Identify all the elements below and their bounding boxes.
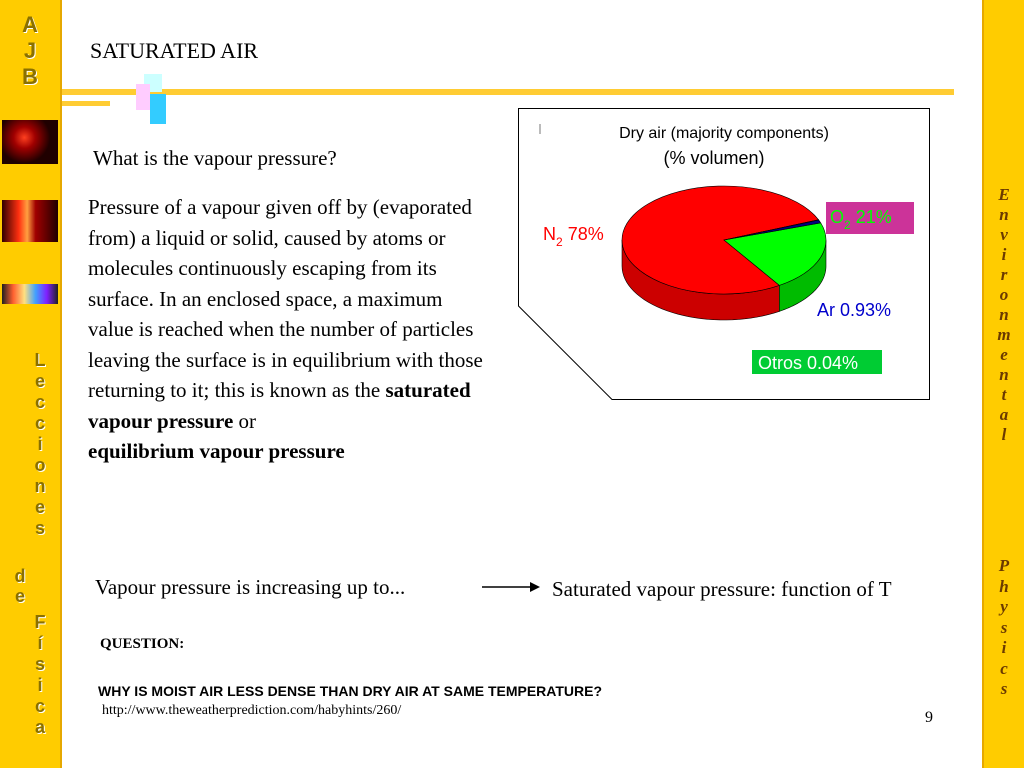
saturated-function-text: Saturated vapour pressure: function of T [552, 577, 892, 601]
environmental-letter: e [1000, 345, 1008, 364]
thumbnail-flame-image [2, 120, 58, 164]
ajb-letter: J [23, 38, 37, 63]
equilibrium-vapour-pressure-term: equilibrium vapour pressure [88, 439, 345, 463]
environmental-letter: v [1000, 225, 1008, 244]
o2-label-value: 21% [850, 207, 892, 227]
fisica-letter: i [37, 675, 43, 695]
environmental-letter: E [998, 185, 1010, 204]
environmental-letter: n [999, 205, 1009, 224]
environmental-letter: m [997, 325, 1011, 344]
fisica-letter: c [34, 696, 45, 716]
fisica-letter: s [34, 654, 45, 674]
de-letter: e [14, 586, 25, 606]
environmental-letter: a [999, 405, 1009, 424]
thumbnail-spectrum-image [2, 284, 58, 304]
vapour-pressure-definition [88, 192, 488, 467]
environmental-letter: t [1001, 385, 1007, 404]
environmental-letter: l [1001, 425, 1007, 444]
source-url: http://www.theweatherprediction.com/habyhints/260/ [102, 703, 402, 718]
environmental-letter: n [999, 305, 1009, 324]
n2-label-value: 78% [562, 224, 604, 244]
thumbnail-glow-image [2, 200, 58, 242]
physics-letter: i [1001, 638, 1007, 657]
fisica-letter: a [34, 717, 45, 737]
n2-label-symbol: N [543, 224, 556, 244]
de-vertical-text [8, 566, 32, 606]
physics-vertical-text [984, 556, 1024, 700]
chart-frame-marker [539, 124, 541, 134]
physics-letter: P [998, 556, 1010, 575]
physics-letter: s [1000, 617, 1008, 637]
ajb-letter: B [22, 64, 38, 89]
chart-title: Dry air (majority components) [619, 125, 829, 142]
environmental-vertical-text [984, 185, 1024, 445]
environmental-letter: i [1001, 245, 1007, 264]
lecciones-letter: c [34, 392, 45, 412]
lecciones-letter: c [34, 413, 45, 433]
lecciones-vertical-text [28, 350, 52, 539]
definition-text: Pressure of a vapour given off by (evaporated from) a liquid or solid, caused by atoms or molecules continuously escaping from its surface. In an enclosed space, a maximum value is reached when the number of particles leaving the surface is in equilibrium with those returning to it; this is known as the [88, 195, 483, 402]
otros-label: Otros 0.04% [758, 353, 859, 373]
physics-letter: s [1000, 679, 1008, 698]
fisica-letter: F [34, 612, 46, 632]
lecciones-letter: o [34, 455, 46, 475]
pie-slices [622, 186, 826, 320]
physics-letter: h [999, 576, 1009, 596]
vapour-increasing-text: Vapour pressure is increasing up to... [95, 575, 406, 599]
title-underline-long [62, 89, 954, 95]
page-number: 9 [925, 709, 933, 726]
question-text: WHY IS MOIST AIR LESS DENSE THAN DRY AIR AT SAME TEMPERATURE? [98, 683, 603, 699]
question-label: QUESTION: [100, 636, 185, 652]
dry-air-pie-chart [518, 108, 930, 400]
saturated-vapour-pressure-term: saturated vapour pressure [88, 378, 471, 433]
arrow-right-icon [482, 580, 540, 594]
lecciones-letter: L [34, 350, 46, 370]
decorative-squares-icon [130, 70, 172, 128]
o2-label-subscript: 2 [844, 218, 851, 232]
physics-letter: y [1000, 597, 1008, 616]
o2-label [826, 202, 914, 234]
ajb-logo [0, 12, 60, 90]
lecciones-letter: e [34, 497, 45, 517]
ar-label: Ar 0.93% [817, 300, 892, 320]
chart-subtitle: (% volumen) [663, 148, 765, 168]
title-underline-short [62, 101, 110, 106]
n2-label-subscript: 2 [556, 235, 563, 249]
lecciones-letter: n [34, 476, 46, 496]
lecciones-letter: s [34, 518, 45, 538]
ajb-letter: A [22, 12, 38, 37]
o2-label-symbol: O [830, 207, 845, 227]
definition-connector: or [233, 408, 257, 433]
fisica-letter: í [37, 633, 43, 653]
slide-title: SATURATED AIR [90, 38, 259, 63]
environmental-letter: n [999, 365, 1009, 384]
physics-letter: c [1000, 658, 1008, 678]
environmental-letter: o [999, 285, 1009, 304]
de-letter: d [14, 566, 26, 586]
lecciones-letter: e [34, 371, 45, 391]
lecciones-letter: i [37, 434, 43, 454]
vapour-pressure-question: What is the vapour pressure? [93, 146, 337, 170]
fisica-vertical-text [28, 612, 52, 738]
environmental-letter: r [1000, 265, 1008, 284]
